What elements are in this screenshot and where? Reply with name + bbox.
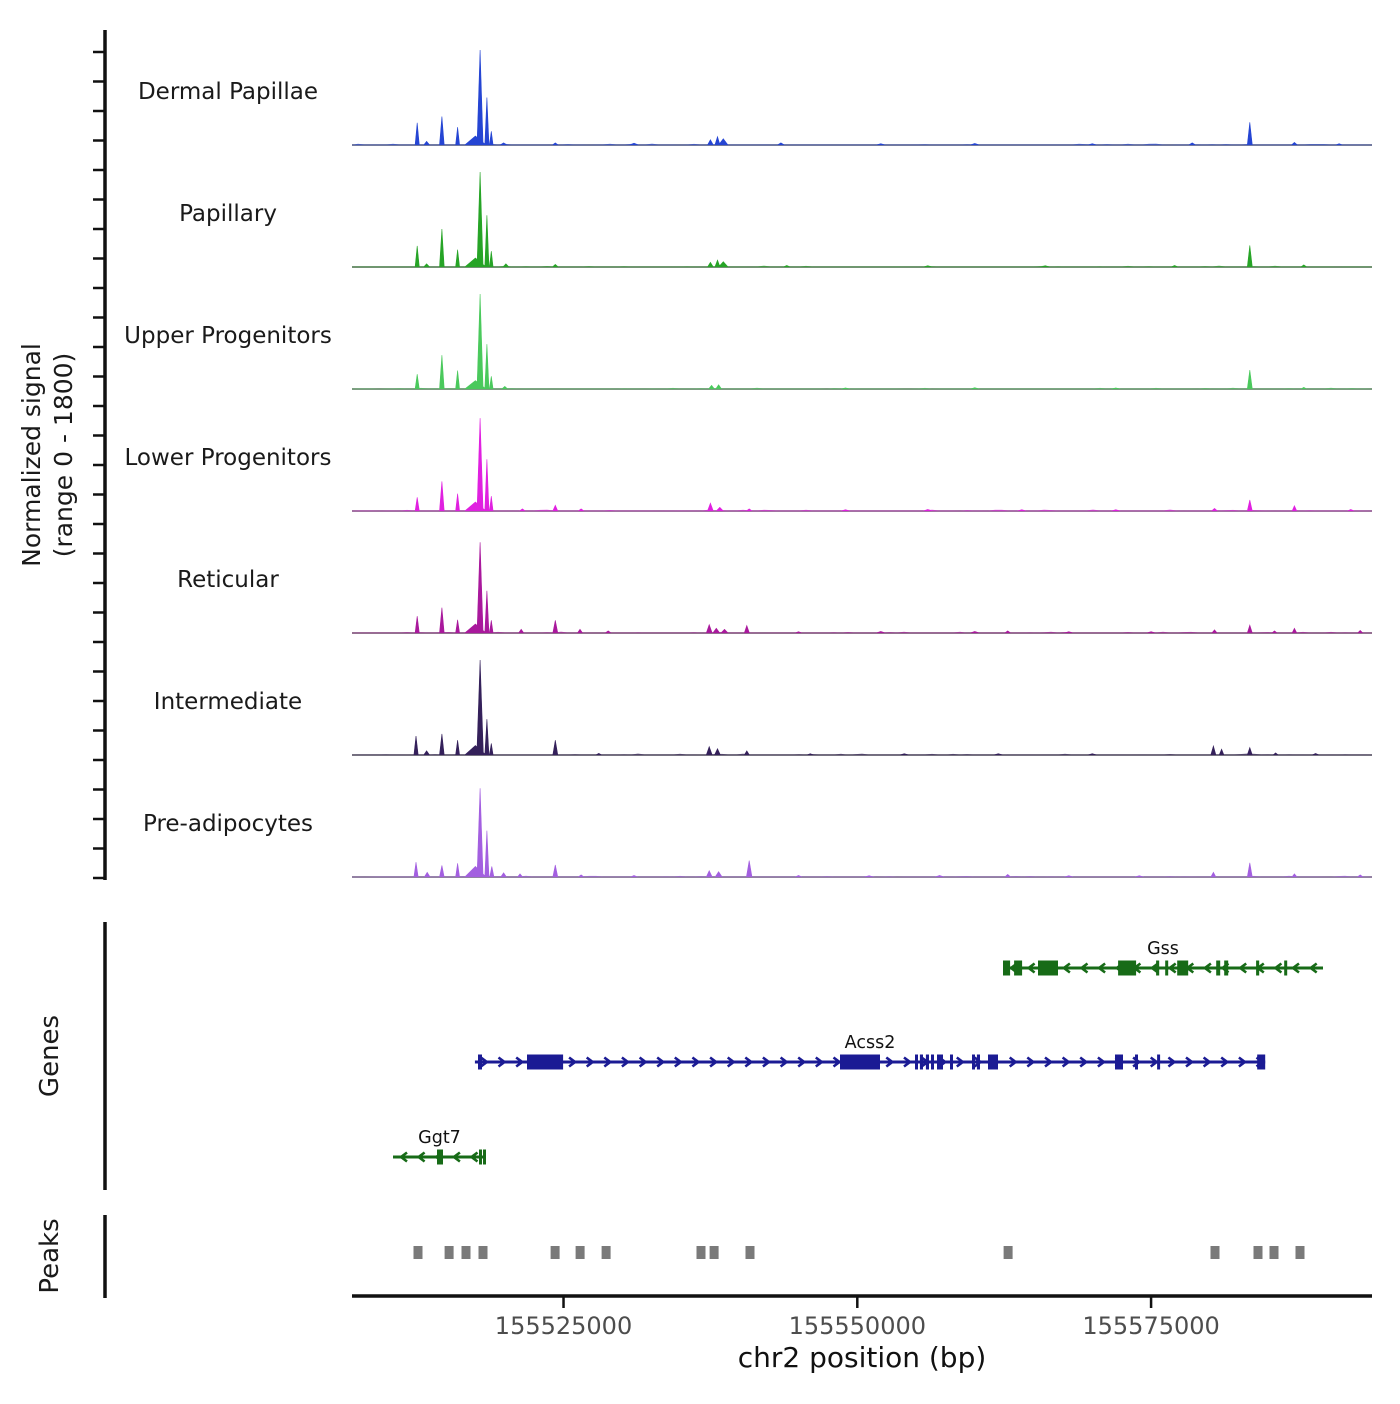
peak-call-marker bbox=[1270, 1246, 1279, 1259]
track-label: Papillary bbox=[179, 201, 277, 227]
gene-exon bbox=[483, 1150, 486, 1165]
gene-exon bbox=[1135, 1055, 1138, 1070]
gene-exon bbox=[950, 1055, 953, 1070]
gene-exon bbox=[1014, 961, 1022, 976]
signal-track-lower-progenitors bbox=[125, 418, 1372, 511]
x-tick-label: 155550000 bbox=[788, 1312, 927, 1340]
x-axis-title: chr2 position (bp) bbox=[737, 1341, 987, 1374]
signal-area bbox=[352, 294, 1372, 389]
signal-area bbox=[352, 50, 1372, 145]
gene-exon bbox=[479, 1150, 482, 1165]
gene-exon bbox=[972, 1055, 975, 1070]
gene-ggt7 bbox=[393, 1128, 486, 1165]
gene-exon bbox=[478, 1055, 482, 1070]
peak-call-marker bbox=[445, 1246, 454, 1259]
gene-exon bbox=[1256, 961, 1259, 976]
gene-exon bbox=[1003, 961, 1010, 976]
gene-gss bbox=[1003, 939, 1323, 976]
gene-exon bbox=[977, 1055, 980, 1070]
peak-call-marker bbox=[1004, 1246, 1013, 1259]
signal-area bbox=[352, 172, 1372, 267]
peak-call-marker bbox=[462, 1246, 471, 1259]
gene-exon bbox=[1216, 961, 1220, 976]
peak-call-markers bbox=[414, 1246, 1305, 1259]
peak-call-marker bbox=[602, 1246, 611, 1259]
peak-call-marker bbox=[1296, 1246, 1305, 1259]
gene-label: Acss2 bbox=[844, 1033, 896, 1053]
peaks-section-label: Peaks bbox=[35, 1218, 65, 1294]
signal-track-pre-adipocytes bbox=[143, 788, 1372, 877]
peak-call-marker bbox=[1254, 1246, 1263, 1259]
gene-exon bbox=[437, 1150, 443, 1165]
peak-call-marker bbox=[697, 1246, 706, 1259]
peak-call-marker bbox=[479, 1246, 488, 1259]
signal-track-intermediate bbox=[154, 660, 1372, 755]
y-axis-label-line1: Normalized signal bbox=[17, 343, 46, 567]
gene-label: Ggt7 bbox=[418, 1128, 461, 1148]
gene-exon bbox=[840, 1055, 880, 1070]
gene-exon bbox=[931, 1055, 934, 1070]
gene-exon bbox=[527, 1055, 563, 1070]
gene-exon bbox=[1224, 961, 1228, 976]
signal-track-papillary bbox=[179, 172, 1372, 267]
gene-exon bbox=[1177, 961, 1188, 976]
signal-tracks bbox=[124, 50, 1372, 877]
track-label: Lower Progenitors bbox=[124, 445, 332, 471]
gene-models bbox=[393, 939, 1323, 1165]
peak-call-marker bbox=[1211, 1246, 1220, 1259]
gene-exon bbox=[915, 1055, 918, 1070]
gene-exon bbox=[1156, 961, 1159, 976]
gene-label: Gss bbox=[1147, 939, 1179, 959]
track-label: Intermediate bbox=[153, 689, 303, 715]
track-label: Upper Progenitors bbox=[124, 323, 332, 349]
track-label: Pre-adipocytes bbox=[142, 811, 314, 837]
gene-exon bbox=[1257, 1055, 1265, 1070]
signal-axis-ticks bbox=[93, 52, 105, 878]
gene-exon bbox=[988, 1055, 998, 1070]
signal-area bbox=[352, 418, 1372, 511]
gene-exon bbox=[1157, 1055, 1160, 1070]
gene-exon bbox=[1284, 961, 1287, 976]
gene-exon bbox=[937, 1055, 943, 1070]
gene-exon bbox=[1118, 961, 1136, 976]
gene-acss2 bbox=[475, 1033, 1265, 1070]
gene-exon bbox=[926, 1055, 929, 1070]
x-tick-label: 155525000 bbox=[494, 1312, 633, 1340]
signal-area bbox=[352, 542, 1372, 633]
x-tick-label: 155575000 bbox=[1082, 1312, 1220, 1340]
signal-area bbox=[352, 788, 1372, 877]
signal-area bbox=[352, 660, 1372, 755]
peak-call-marker bbox=[576, 1246, 585, 1259]
gene-exon bbox=[920, 1055, 923, 1070]
peak-call-marker bbox=[414, 1246, 423, 1259]
track-label: Dermal Papillae bbox=[137, 79, 319, 105]
y-axis-label-line2: (range 0 - 1800) bbox=[49, 352, 78, 558]
signal-track-dermal-papillae bbox=[138, 50, 1372, 145]
gene-exon bbox=[1165, 961, 1168, 976]
peak-call-marker bbox=[746, 1246, 755, 1259]
track-label: Reticular bbox=[177, 567, 279, 593]
x-axis-ticks bbox=[495, 1296, 1220, 1340]
signal-track-reticular bbox=[177, 542, 1372, 633]
peak-call-marker bbox=[551, 1246, 560, 1259]
gene-exon bbox=[1038, 961, 1058, 976]
signal-track-upper-progenitors bbox=[124, 294, 1372, 389]
peak-call-marker bbox=[710, 1246, 719, 1259]
gene-exon bbox=[1115, 1055, 1123, 1070]
genes-section-label: Genes bbox=[35, 1014, 65, 1098]
